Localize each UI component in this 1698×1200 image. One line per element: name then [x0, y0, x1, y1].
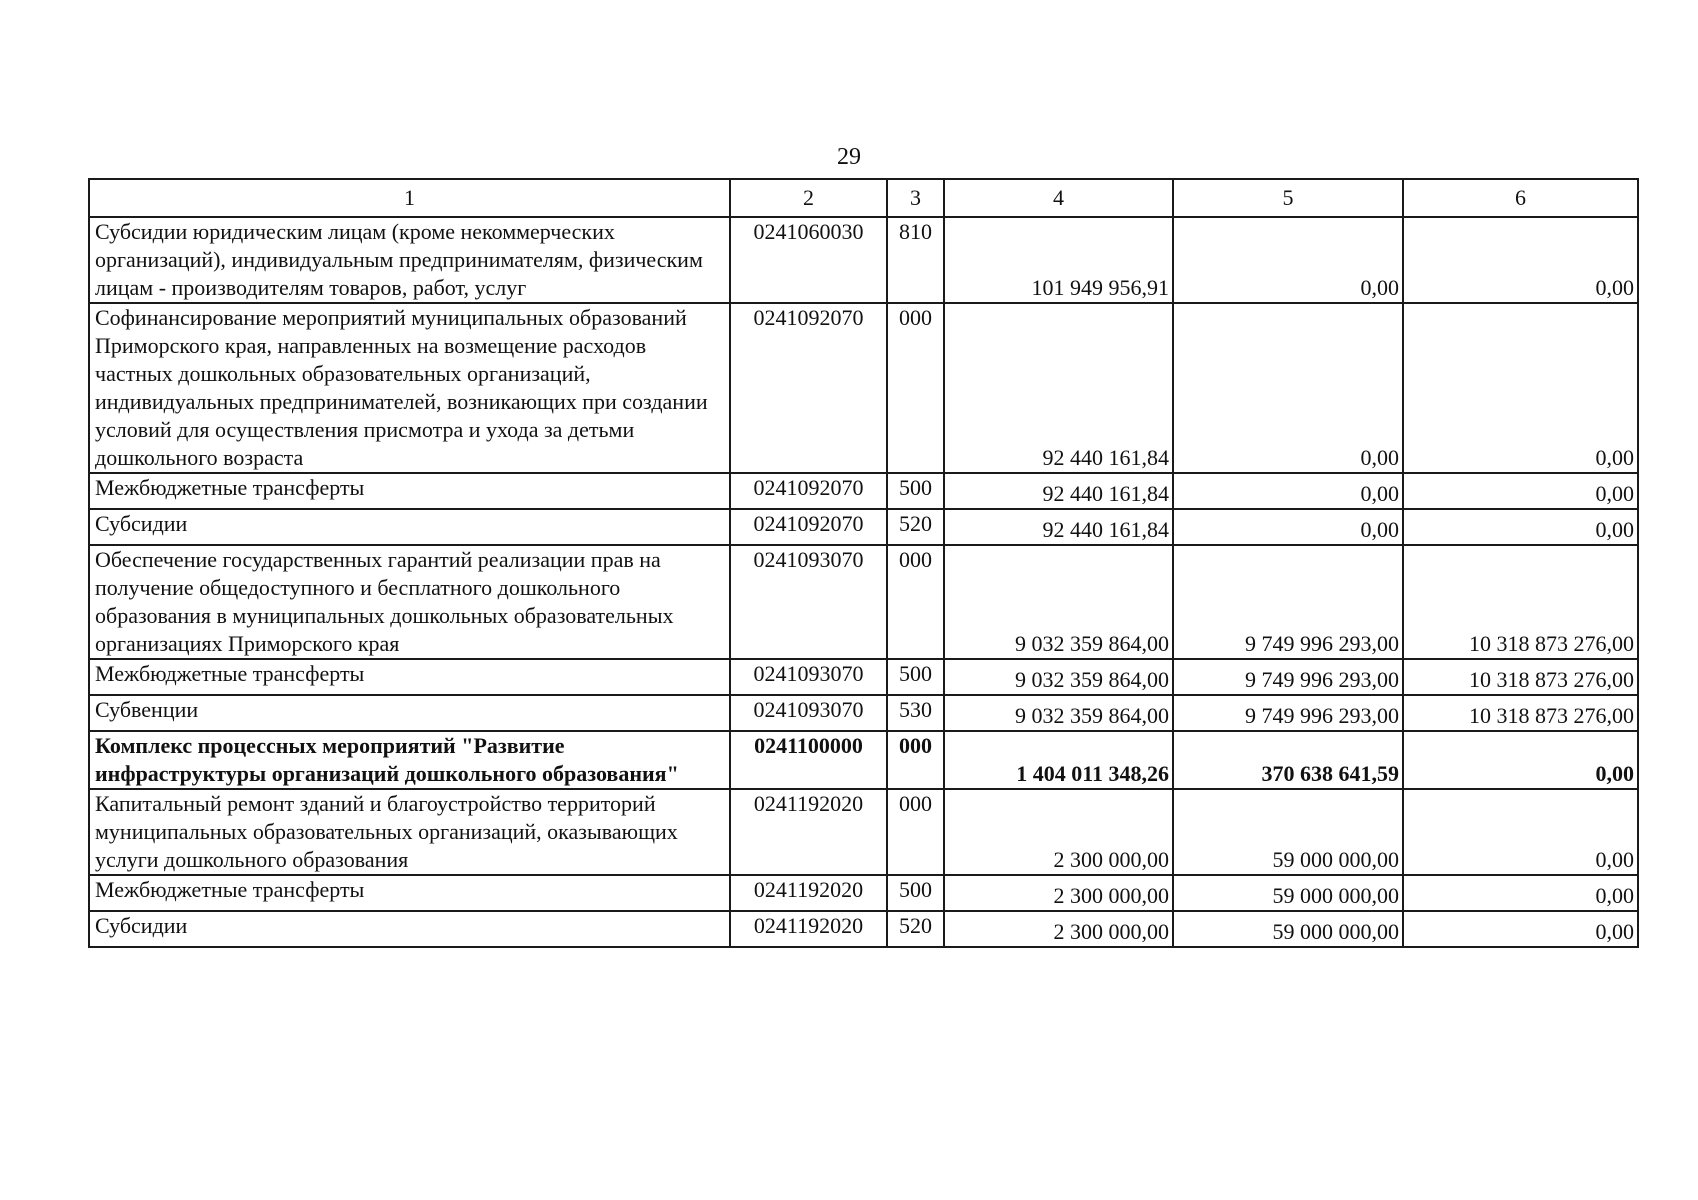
amount-col5: 370 638 641,59: [1173, 731, 1403, 789]
column-header: 6: [1403, 179, 1638, 217]
amount-col6: 10 318 873 276,00: [1403, 659, 1638, 695]
row-name: Софинансирование мероприятий муниципальных образований Приморского края, направленных на возмещение расходов частных дошкольных образовательных организаций, индивидуальных предпринимателей, возникающих при создании условий для осуществления присмотра и ухода за детьми дошкольного возраста: [89, 303, 730, 473]
row-name: Субсидии юридическим лицам (кроме некоммерческих организаций), индивидуальным предпринимателям, физическим лицам - производителям товаров, работ, услуг: [89, 217, 730, 303]
target-code: 0241092070: [730, 303, 887, 473]
amount-col4: 9 032 359 864,00: [944, 545, 1173, 659]
amount-col5: 0,00: [1173, 217, 1403, 303]
amount-col6: 0,00: [1403, 473, 1638, 509]
amount-col6: 0,00: [1403, 875, 1638, 911]
amount-col6: 0,00: [1403, 509, 1638, 545]
table-row: [89, 473, 1638, 509]
column-header: 4: [944, 179, 1173, 217]
table-row: [89, 695, 1638, 731]
expense-kind: 530: [887, 695, 944, 731]
row-name: Межбюджетные трансферты: [89, 659, 730, 695]
target-code: 0241192020: [730, 789, 887, 875]
target-code: 0241093070: [730, 545, 887, 659]
row-name: Обеспечение государственных гарантий реализации прав на получение общедоступного и бесплатного дошкольного образования в муниципальных дошкольных образовательных организациях Приморского края: [89, 545, 730, 659]
column-header: 2: [730, 179, 887, 217]
expense-kind: 000: [887, 789, 944, 875]
amount-col5: 59 000 000,00: [1173, 875, 1403, 911]
row-name: Комплекс процессных мероприятий "Развитие инфраструктуры организаций дошкольного образования": [89, 731, 730, 789]
expense-kind: 000: [887, 303, 944, 473]
expense-kind: 810: [887, 217, 944, 303]
column-header: 3: [887, 179, 944, 217]
amount-col6: 0,00: [1403, 217, 1638, 303]
expense-kind: 000: [887, 545, 944, 659]
row-name: Субсидии: [89, 509, 730, 545]
amount-col5: 0,00: [1173, 303, 1403, 473]
amount-col6: 0,00: [1403, 789, 1638, 875]
row-name: Межбюджетные трансферты: [89, 875, 730, 911]
amount-col6: 0,00: [1403, 911, 1638, 947]
table-row: [89, 509, 1638, 545]
amount-col6: 10 318 873 276,00: [1403, 695, 1638, 731]
table-row: [89, 911, 1638, 947]
table-row: [89, 789, 1638, 875]
amount-col5: 59 000 000,00: [1173, 789, 1403, 875]
table-row: [89, 875, 1638, 911]
amount-col4: 2 300 000,00: [944, 911, 1173, 947]
amount-col5: 9 749 996 293,00: [1173, 545, 1403, 659]
expense-kind: 520: [887, 911, 944, 947]
amount-col4: 1 404 011 348,26: [944, 731, 1173, 789]
amount-col4: 92 440 161,84: [944, 473, 1173, 509]
amount-col4: 92 440 161,84: [944, 303, 1173, 473]
row-name: Субвенции: [89, 695, 730, 731]
amount-col5: 9 749 996 293,00: [1173, 659, 1403, 695]
table-row: [89, 217, 1638, 303]
expense-kind: 500: [887, 875, 944, 911]
budget-table: [88, 178, 1639, 948]
amount-col5: 59 000 000,00: [1173, 911, 1403, 947]
row-name: Капитальный ремонт зданий и благоустройство территорий муниципальных образовательных организаций, оказывающих услуги дошкольного образования: [89, 789, 730, 875]
table-row: [89, 303, 1638, 473]
page-number: 29: [837, 144, 861, 170]
amount-col4: 101 949 956,91: [944, 217, 1173, 303]
amount-col4: 2 300 000,00: [944, 789, 1173, 875]
expense-kind: 500: [887, 659, 944, 695]
amount-col4: 2 300 000,00: [944, 875, 1173, 911]
table-row-section: [89, 731, 1638, 789]
amount-col4: 9 032 359 864,00: [944, 659, 1173, 695]
amount-col6: 10 318 873 276,00: [1403, 545, 1638, 659]
target-code: 0241192020: [730, 911, 887, 947]
amount-col5: 0,00: [1173, 509, 1403, 545]
amount-col5: 9 749 996 293,00: [1173, 695, 1403, 731]
column-header: 5: [1173, 179, 1403, 217]
row-name: Субсидии: [89, 911, 730, 947]
target-code: 0241093070: [730, 695, 887, 731]
target-code: 0241100000: [730, 731, 887, 789]
expense-kind: 520: [887, 509, 944, 545]
amount-col4: 92 440 161,84: [944, 509, 1173, 545]
column-header: 1: [89, 179, 730, 217]
expense-kind: 000: [887, 731, 944, 789]
target-code: 0241093070: [730, 659, 887, 695]
amount-col4: 9 032 359 864,00: [944, 695, 1173, 731]
amount-col6: 0,00: [1403, 303, 1638, 473]
amount-col5: 0,00: [1173, 473, 1403, 509]
target-code: 0241092070: [730, 509, 887, 545]
expense-kind: 500: [887, 473, 944, 509]
target-code: 0241092070: [730, 473, 887, 509]
target-code: 0241060030: [730, 217, 887, 303]
table-row: [89, 545, 1638, 659]
table-row: [89, 659, 1638, 695]
table-header-row: [89, 179, 1638, 217]
target-code: 0241192020: [730, 875, 887, 911]
amount-col6: 0,00: [1403, 731, 1638, 789]
row-name: Межбюджетные трансферты: [89, 473, 730, 509]
